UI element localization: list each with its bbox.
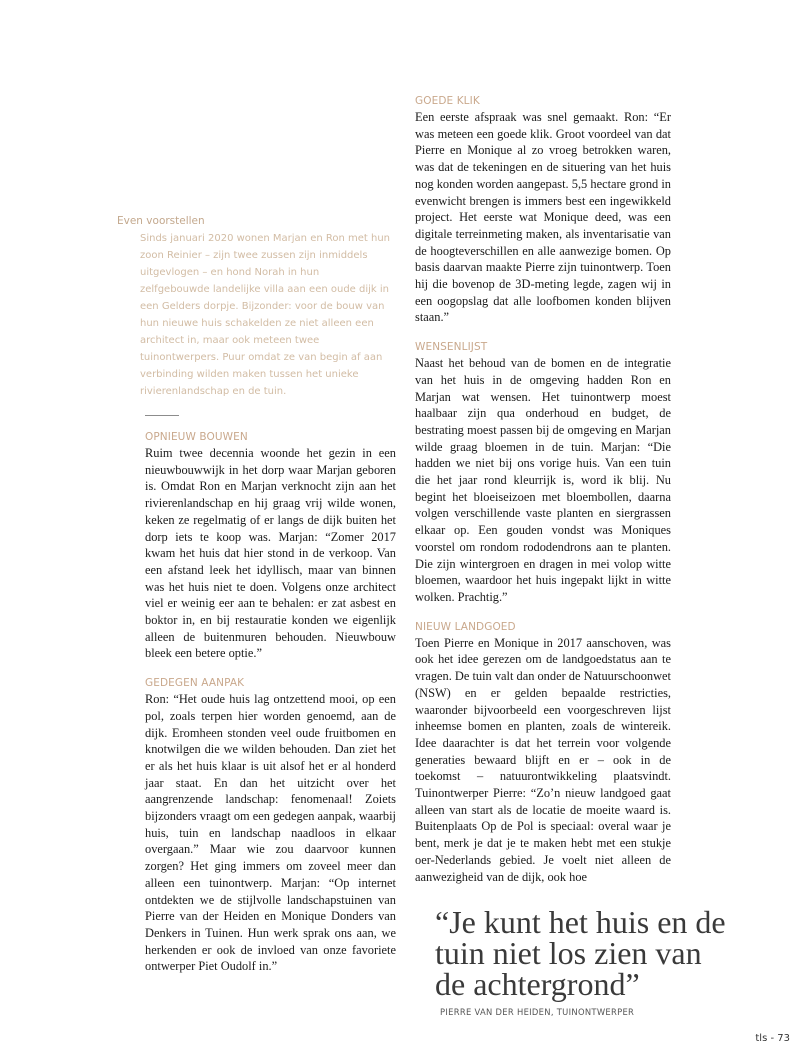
heading-wensenlijst: WENSENLIJST — [415, 341, 488, 354]
pull-quote-attribution: PIERRE VAN DER HEIDEN, TUINONTWERPER — [440, 1007, 635, 1018]
body-gedegen-aanpak: Ron: “Het oude huis lag ontzettend mooi, op een pol, zoals terpen hier worden genoemd, aan de dijk. Eromheen stonden veel oude fruitbomen en knotwilgen die we wilden behouden. Dan ziet het er als het huis klaar is uit alsof het er al honderd jaar staat. En dan het uitzicht over het aangrenzende landschap: fenomenaal! Zoiets bijzonders vraagt om een gedegen aanpak, waarbij huis, tuin en landschap naadloos in elkaar overgaan.” Maar wie zou daarvoor kunnen zorgen? Het ging immers om zoveel meer dan alleen een tuinontwerp. Marjan: “Op internet ontdekten we de stijlvolle landschapstuinen van Pierre van der Heiden en Monique Donders van Denkers in Tuinen. Hun werk sprak ons aan, we herkenden er ook de invloed van onze favoriete ontwerper Piet Oudolf in.” — [145, 692, 396, 974]
pull-quote-block — [435, 904, 735, 1018]
body-nieuw-landgoed: Toen Pierre en Monique in 2017 aanschoven, was ook het idee gerezen om de landgoedstatus aan te vragen. De tuin valt dan onder de Natuurschoonwet (NSW) en er gelden bepaalde restricties, waaronder bijvoorbeeld een voorgeschreven lijst inheemse bomen en planten, zoals de wintereik. Idee daarachter is dat het terrein voor volgende generaties bewaard blijft en er – ook in de toekomst – natuurontwikkeling plaatsvindt. Tuinontwerper Pierre: “Zo’n nieuw landgoed gaat alleen van start als de locatie de moeite waard is. Buitenplaats Op de Pol is speciaal: overal waar je bent, merk je dat je te maken hebt met een stukje oer-Nederlands gebied. Je voelt niet alleen de aanwezigheid van de dijk, ook hoe — [415, 635, 671, 884]
heading-goede-klik: GOEDE KLIK — [415, 95, 480, 107]
body-goede-klik: Een eerste afspraak was snel gemaakt. Ron: “Er was meteen een goede klik. Groot voordeel van dat Pierre en Monique al zo vroeg betrokken waren, was dat de tekeningen en de situering van het huis nog konden worden aangepast. 5,5 hectare grond in evenwicht brengen is immers best een ingewikkeld project. Het eerste wat Monique deed, was een digitale terreinmeting maken, als inventarisatie van de hoogteverschillen en alle aanwezige bomen. Op basis daarvan maakte Pierre zijn tuinontwerp. Toen hij die bovenop de 3D-meting legde, zagen wij in een oogopslag dat alle loofbomen konden blijven staan.” — [415, 110, 671, 325]
body-wensenlijst: Naast het behoud van de bomen en de integratie van het huis in de omgeving hadden Ron en Marjan wat wensen. Het tuinontwerp moest haalbaar zijn qua onderhoud en budget, de bestrating moest passen bij de omgeving en Marjan wilde graag bloemen in de tuin. Marjan: “Die hadden we niet bij ons vorige huis. Van een tuin die het jaar rond kleurrijk is, word ik blij. Nu begint het bloeiseizoen met bloembollen, daarna volgen verschillende vaste planten en siergrassen elkaar op. Een gouden vondst was Moniques voorstel om rondom rododendrons aan te planten. Die zijn wintergroen en dragen in mei volop witte bloemen, waardoor het huis ingepakt lijkt in witte wolken. Prachtig.” — [415, 356, 671, 604]
heading-nieuw-landgoed: NIEUW LANDGOED — [415, 620, 516, 633]
heading-gedegen-aanpak: GEDEGEN AANPAK — [145, 677, 245, 690]
pull-quote: “Je kunt het huis en de tuin niet los zien van de achtergrond” — [435, 904, 726, 1003]
intro-text: Sinds januari 2020 wonen Marjan en Ron met hun zoon Reinier – zijn twee zussen zijn inmiddels uitgevlogen – en hond Norah in hun zelfgebouwde landelijke villa aan een oude dijk in een Gelders dorpje. Bijzonder: voor de bouw van hun nieuwe huis schakelden ze niet alleen een architect in, maar ook meteen twee tuinontwerpers. Puur omdat ze van begin af aan verbinding wilden maken tussen het unieke rivierenlandschap en de tuin. — [140, 233, 391, 397]
right-column — [415, 94, 726, 1018]
heading-opnieuw-bouwen: OPNIEUW BOUWEN — [145, 431, 248, 443]
body-opnieuw-bouwen: Ruim twee decennia woonde het gezin in een nieuwbouwwijk in het dorp waar Marjan geboren is. Omdat Ron en Marjan verknocht zijn aan het rivierenlandschap en hij graag vrij wilde wonen, keken ze regelmatig of er langs de dijk buiten het dorp iets te koop was. Marjan: “Zomer 2017 kwam het huis dat hier stond in de verkoop. Van een afstand leek het idyllisch, maar van binnen was het huis niet te doen. Volgens onze architect viel er weinig eer aan te behalen: er zat asbest en boktor in, en bij restauratie konden we eigenlijk alleen de buitenmuren behouden. Nieuwbouw bleek een betere optie.” — [145, 446, 396, 661]
left-column — [117, 214, 396, 975]
intro-title: Even voorstellen — [117, 215, 205, 227]
page-number: tls - 73 — [755, 1033, 790, 1045]
